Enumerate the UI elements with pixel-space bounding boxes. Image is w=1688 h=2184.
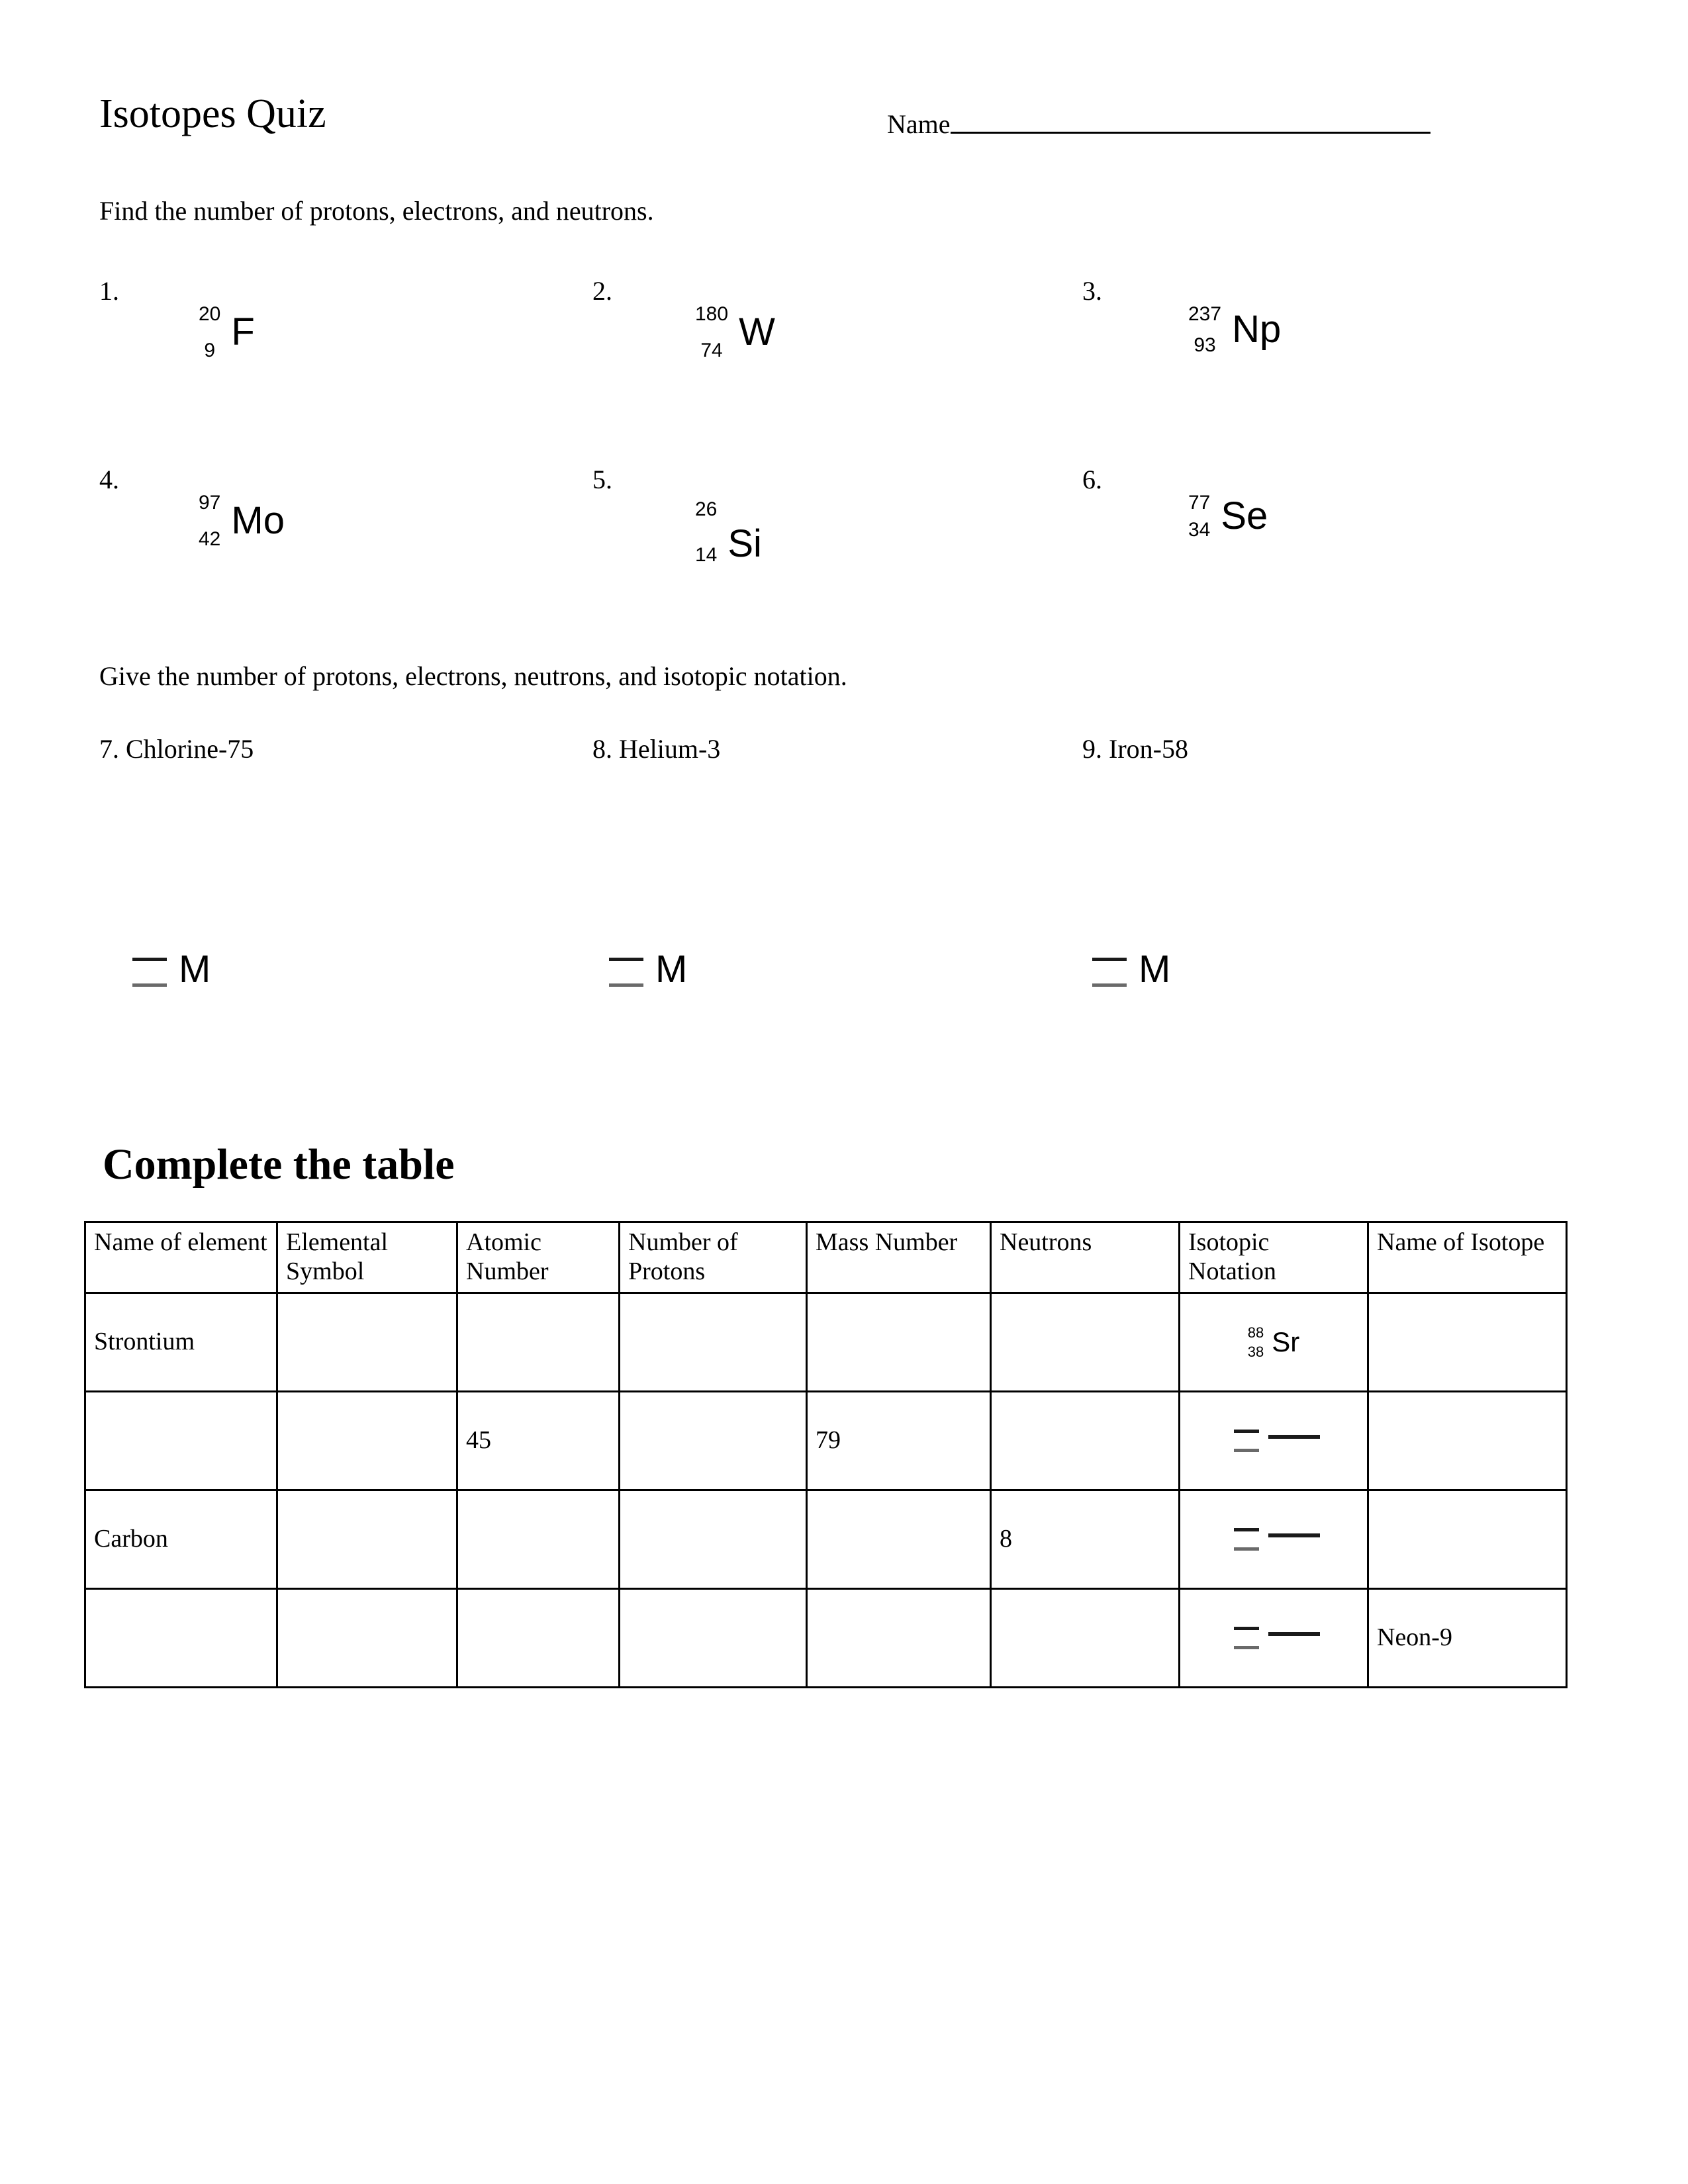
mass-number: 20 (199, 303, 221, 325)
cell-elemental-symbol[interactable] (277, 1589, 457, 1688)
cell-mass-number[interactable] (807, 1589, 991, 1688)
cell-elemental-symbol[interactable] (277, 1392, 457, 1490)
mass-number: 180 (695, 303, 729, 325)
cell-name-of-isotope[interactable] (1368, 1490, 1567, 1589)
mass-number-blank-line[interactable] (609, 958, 643, 961)
cell-isotopic-notation[interactable] (1180, 1490, 1368, 1589)
nuclide-notation (1188, 1324, 1359, 1361)
atomic-number-blank-line[interactable] (609, 983, 643, 987)
mass-number: 88 (1247, 1324, 1264, 1341)
blank-number-lines[interactable] (1234, 1528, 1259, 1551)
instruction-find-protons: Find the number of protons, electrons, and neutrons. (99, 196, 654, 226)
complete-the-table-heading: Complete the table (103, 1140, 455, 1189)
page-header (99, 93, 1589, 165)
cell-elemental-symbol[interactable] (277, 1293, 457, 1392)
problem-number: 1. (99, 276, 119, 306)
element-symbol: F (231, 310, 255, 353)
atomic-number: 42 (199, 528, 221, 550)
mass-number-blank-line[interactable] (1092, 958, 1127, 961)
mass-number: 77 (1188, 492, 1211, 514)
header-text: Mass Number (816, 1228, 958, 1256)
nuclide-numbers (1248, 1324, 1264, 1361)
blank-nuclide-notation[interactable] (1188, 1430, 1359, 1452)
cell-mass-number[interactable] (807, 1490, 991, 1589)
cell-name-of-element[interactable] (85, 1589, 277, 1688)
cell-atomic-number[interactable] (457, 1589, 620, 1688)
atomic-number-blank-line[interactable] (1092, 983, 1127, 987)
cell-isotopic-notation[interactable] (1180, 1392, 1368, 1490)
blank-number-lines[interactable] (609, 958, 643, 987)
element-symbol-blank-line[interactable] (1268, 1533, 1320, 1537)
column-header-neutrons (991, 1222, 1180, 1293)
table-header-row (85, 1222, 1567, 1293)
nuclide-notation (695, 498, 762, 566)
nuclide-notation (199, 303, 255, 361)
nuclide-notation (1188, 303, 1281, 356)
cell-number-of-protons[interactable] (620, 1490, 807, 1589)
nuclide-notation (695, 303, 775, 361)
nuclide-numbers (1188, 303, 1221, 356)
element-symbol-placeholder: M (179, 948, 211, 991)
column-header-name-of-isotope (1368, 1222, 1567, 1293)
atomic-number: 74 (700, 340, 723, 361)
blank-number-lines[interactable] (1234, 1627, 1259, 1649)
cell-name-of-isotope[interactable] (1368, 1392, 1567, 1490)
cell-isotopic-notation[interactable] (1180, 1293, 1368, 1392)
isotope-table (84, 1221, 1568, 1688)
column-header-atomic-number (457, 1222, 620, 1293)
nuclide-numbers (199, 303, 220, 361)
cell-neutrons[interactable]: 8 (991, 1490, 1180, 1589)
atomic-number: 38 (1247, 1343, 1264, 1360)
element-symbol-placeholder: M (1139, 948, 1171, 991)
atomic-number: 34 (1188, 519, 1211, 541)
blank-number-lines[interactable] (1092, 958, 1127, 987)
cell-name-of-element[interactable]: Strontium (85, 1293, 277, 1392)
name-input-line[interactable] (951, 132, 1430, 134)
nuclide-notation (1188, 492, 1268, 541)
page-title: Isotopes Quiz (99, 91, 326, 136)
mass-number: 97 (199, 492, 221, 514)
cell-mass-number[interactable]: 79 (807, 1392, 991, 1490)
cell-number-of-protons[interactable] (620, 1392, 807, 1490)
header-text: Isotopic Notation (1188, 1228, 1276, 1285)
mass-number-blank-line[interactable] (1234, 1430, 1259, 1433)
cell-name-of-isotope[interactable]: Neon-9 (1368, 1589, 1567, 1688)
answer-blank-nuclide-7[interactable] (132, 948, 211, 991)
problem-number: 3. (1082, 276, 1102, 306)
header-text: Atomic Number (466, 1228, 549, 1285)
problem-7-label: 7. Chlorine-75 (99, 734, 254, 764)
answer-blank-nuclide-8[interactable] (609, 948, 688, 991)
table-row (85, 1392, 1567, 1490)
element-symbol-placeholder: M (655, 948, 688, 991)
element-symbol: W (739, 310, 775, 353)
nuclide-numbers (695, 498, 717, 566)
table-row (85, 1490, 1567, 1589)
cell-atomic-number[interactable] (457, 1293, 620, 1392)
header-text: Elemental Symbol (286, 1228, 389, 1285)
nuclide-numbers (199, 492, 220, 550)
table-row (85, 1589, 1567, 1688)
atomic-number-blank-line[interactable] (1234, 1646, 1259, 1649)
cell-name-of-element[interactable] (85, 1392, 277, 1490)
nuclide-notation (199, 492, 285, 550)
mass-number-blank-line[interactable] (1234, 1528, 1259, 1531)
atomic-number: 9 (204, 340, 216, 361)
column-header-elemental-symbol (277, 1222, 457, 1293)
name-label: Name (887, 109, 951, 139)
mass-number-blank-line[interactable] (132, 958, 167, 961)
blank-number-lines[interactable] (132, 958, 167, 987)
problem-number: 2. (592, 276, 612, 306)
problem-8-label: 8. Helium-3 (592, 734, 721, 764)
table-row (85, 1293, 1567, 1392)
atomic-number: 14 (695, 544, 718, 566)
cell-atomic-number[interactable]: 45 (457, 1392, 620, 1490)
header-text: Name of element (94, 1228, 267, 1256)
cell-number-of-protons[interactable] (620, 1293, 807, 1392)
cell-atomic-number[interactable] (457, 1490, 620, 1589)
mass-number-blank-line[interactable] (1234, 1627, 1259, 1630)
mass-number: 26 (695, 498, 718, 520)
element-symbol-blank-line[interactable] (1268, 1435, 1320, 1439)
problem-number: 6. (1082, 465, 1102, 494)
header-text: Neutrons (1000, 1228, 1092, 1256)
atomic-number: 93 (1194, 334, 1216, 356)
problem-number: 4. (99, 465, 119, 494)
column-header-mass-number (807, 1222, 991, 1293)
problem-9-label: 9. Iron-58 (1082, 734, 1188, 764)
element-symbol: Si (727, 522, 762, 565)
cell-elemental-symbol[interactable] (277, 1490, 457, 1589)
atomic-number-blank-line[interactable] (1234, 1547, 1259, 1551)
cell-neutrons[interactable] (991, 1293, 1180, 1392)
element-symbol: Np (1232, 308, 1282, 351)
cell-mass-number[interactable] (807, 1293, 991, 1392)
cell-isotopic-notation[interactable] (1180, 1589, 1368, 1688)
blank-nuclide-notation[interactable] (1188, 1627, 1359, 1649)
element-symbol-blank-line[interactable] (1268, 1632, 1320, 1636)
column-header-name-of-element (85, 1222, 277, 1293)
element-symbol: Se (1221, 494, 1268, 537)
header-text: Number of Protons (628, 1228, 738, 1285)
cell-neutrons[interactable] (991, 1392, 1180, 1490)
problem-number: 5. (592, 465, 612, 494)
header-text: Name of Isotope (1377, 1228, 1545, 1256)
cell-number-of-protons[interactable] (620, 1589, 807, 1688)
instruction-give-isotopic-notation: Give the number of protons, electrons, neutrons, and isotopic notation. (99, 661, 847, 691)
element-symbol: Sr (1272, 1326, 1300, 1357)
atomic-number-blank-line[interactable] (132, 983, 167, 987)
column-header-number-of-protons (620, 1222, 807, 1293)
nuclide-numbers (1188, 492, 1210, 541)
blank-number-lines[interactable] (1234, 1430, 1259, 1452)
answer-blank-nuclide-9[interactable] (1092, 948, 1171, 991)
cell-name-of-element[interactable]: Carbon (85, 1490, 277, 1589)
atomic-number-blank-line[interactable] (1234, 1449, 1259, 1452)
column-header-isotopic-notation (1180, 1222, 1368, 1293)
element-symbol: Mo (231, 499, 285, 542)
nuclide-numbers (695, 303, 728, 361)
blank-nuclide-notation[interactable] (1188, 1528, 1359, 1551)
cell-name-of-isotope[interactable] (1368, 1293, 1567, 1392)
name-field-group (887, 111, 1430, 138)
mass-number: 237 (1188, 303, 1222, 325)
cell-neutrons[interactable] (991, 1589, 1180, 1688)
